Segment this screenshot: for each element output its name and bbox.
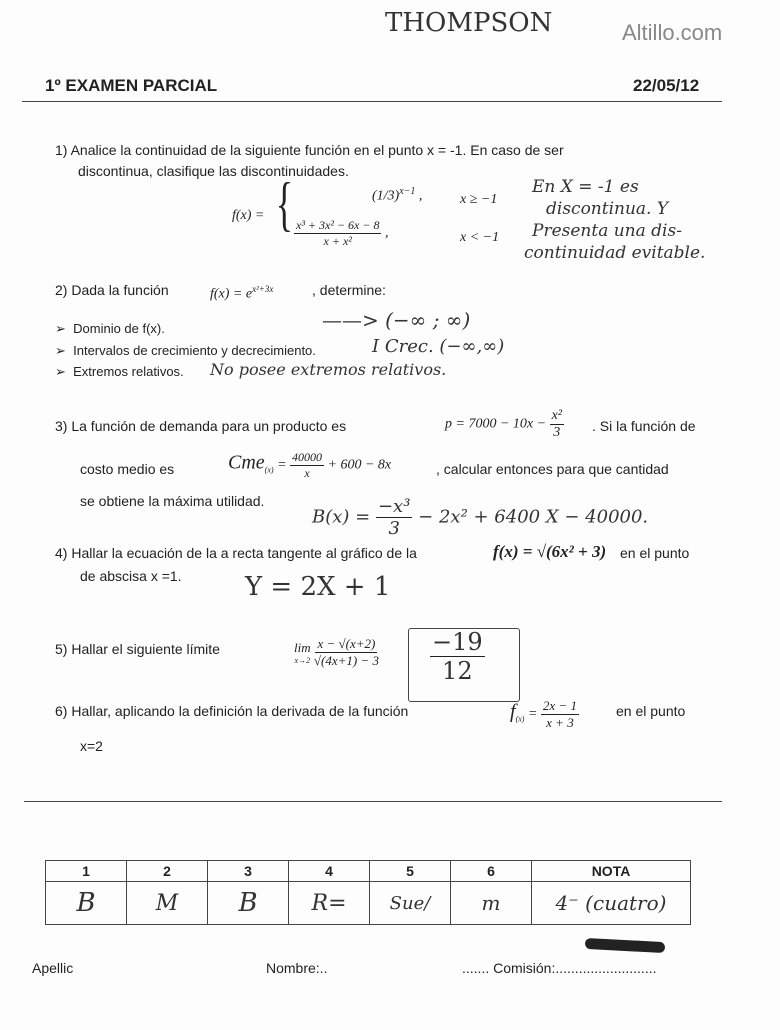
q2-bullet-extrema: ➢ Extremos relativos. — [55, 364, 184, 379]
footer-comision: ....... Comisión:.......................... — [462, 960, 657, 976]
q6-line2: x=2 — [80, 738, 103, 754]
q3-cost: Cme$_{(x)}$ = $\frac{40000}{x}$ + 600 − 8x — [228, 450, 392, 480]
grade-mark: R= — [289, 882, 370, 925]
final-grade: 4⁻ (cuatro) — [532, 882, 691, 925]
q1-text-line2: discontinua, clasifique las discontinuidades. — [78, 163, 349, 179]
q2-text-post: , determine: — [312, 282, 386, 298]
grade-header: 4 — [289, 861, 370, 882]
footer-nombre: Nombre:.. — [266, 960, 328, 976]
grades-marks-row — [46, 882, 691, 925]
grade-mark: m — [451, 882, 532, 925]
q1-text-line1: 1) Analice la continuidad de la siguiente función en el punto x = -1. En caso de ser — [55, 142, 564, 158]
q3-line1: 3) La función de demanda para un producto es — [55, 418, 347, 434]
q3-line3: se obtiene la máxima utilidad. — [80, 493, 265, 509]
q2-answer-growth: I Crec. (−∞,∞) — [372, 336, 505, 357]
grade-header: 2 — [127, 861, 208, 882]
q1-case1: $(1/3)^{x-1}$ , — [372, 186, 423, 204]
q5-limit: lim x→2 $\frac{x - √(x+2)}{√(4x+1) - 3}$ — [294, 636, 379, 668]
watermark: Altillo.com — [622, 20, 723, 45]
q1-handwritten-answer: En X = -1 es discontinua. Y Presenta una dis- continuidad evitable. — [524, 177, 706, 263]
q2-bullet-domain: ➢ Dominio de f(x). — [55, 321, 165, 336]
redaction-scribble — [585, 938, 665, 953]
q1-fx: f(x) = — [232, 208, 265, 223]
handwritten-student-name: THOMPSON — [385, 8, 553, 38]
grades-table — [45, 860, 691, 925]
q3-handwritten-answer: B(x) = $\frac{\text{−x³}}{3}$ − 2x² + 6400 X − 40000. — [312, 496, 649, 539]
q1-case2: $\frac{\text{x³ + 3x² − 6x − 8}}{\text{x + x²}}$ , — [296, 218, 389, 248]
q4-handwritten-answer: Y = 2X + 1 — [245, 572, 391, 602]
grades-header-row — [46, 861, 691, 882]
footer-apellido: Apellic — [32, 960, 74, 976]
grade-mark: B — [208, 882, 289, 925]
q6-line1-post: en el punto — [616, 703, 686, 719]
q4-line2: de abscisa x =1. — [80, 568, 182, 584]
grade-header: 1 — [46, 861, 127, 882]
grade-header: 5 — [370, 861, 451, 882]
grade-header: 6 — [451, 861, 532, 882]
q3-line1-post: . Si la función de — [592, 418, 696, 434]
q1-case2-cond: x < −1 — [460, 230, 500, 245]
q4-line1-post: en el punto — [620, 545, 690, 561]
q2-fx: $f(x) = e^{x^2+3x}$ — [210, 284, 274, 302]
exam-date: 22/05/12 — [633, 76, 700, 95]
q2-text: 2) Dada la función — [55, 282, 169, 298]
q4-line1: 4) Hallar la ecuación de la a recta tangente al gráfico de la — [55, 545, 417, 561]
grade-mark: B — [46, 882, 127, 925]
q5-text: 5) Hallar el siguiente límite — [55, 641, 220, 657]
grade-mark: Sue/ — [370, 882, 451, 925]
q3-demand: p = 7000 − 10x − $\frac{\text{x²}}{3}$ — [445, 408, 562, 440]
q6-line1: 6) Hallar, aplicando la definición la derivada de la función — [55, 703, 409, 719]
q3-line2-pre: costo medio es — [80, 461, 175, 477]
header-divider — [22, 101, 722, 102]
q6-fx: $f_{(x)}$ = $\frac{2x - 1}{x + 3}$ — [510, 698, 577, 730]
q2-answer-domain: ——> (−∞ ; ∞) — [322, 308, 471, 332]
q2-bullet-growth: ➢ Intervalos de crecimiento y decrecimiento. — [55, 343, 316, 358]
grade-header: 3 — [208, 861, 289, 882]
grade-header-nota: NOTA — [532, 861, 691, 882]
q4-fx: f(x) = √(6x² + 3) — [493, 542, 607, 561]
q3-line2-post: , calcular entonces para que cantidad — [436, 461, 669, 477]
section-divider — [24, 801, 722, 802]
exam-title: 1º EXAMEN PARCIAL — [45, 76, 218, 95]
q1-brace: { — [275, 171, 294, 237]
q1-case1-cond: x ≥ −1 — [460, 192, 498, 207]
q2-answer-extrema: No posee extremos relativos. — [210, 360, 447, 379]
q5-handwritten-answer: $\frac{-19}{12}$ — [432, 628, 483, 685]
grade-mark: M — [127, 882, 208, 925]
